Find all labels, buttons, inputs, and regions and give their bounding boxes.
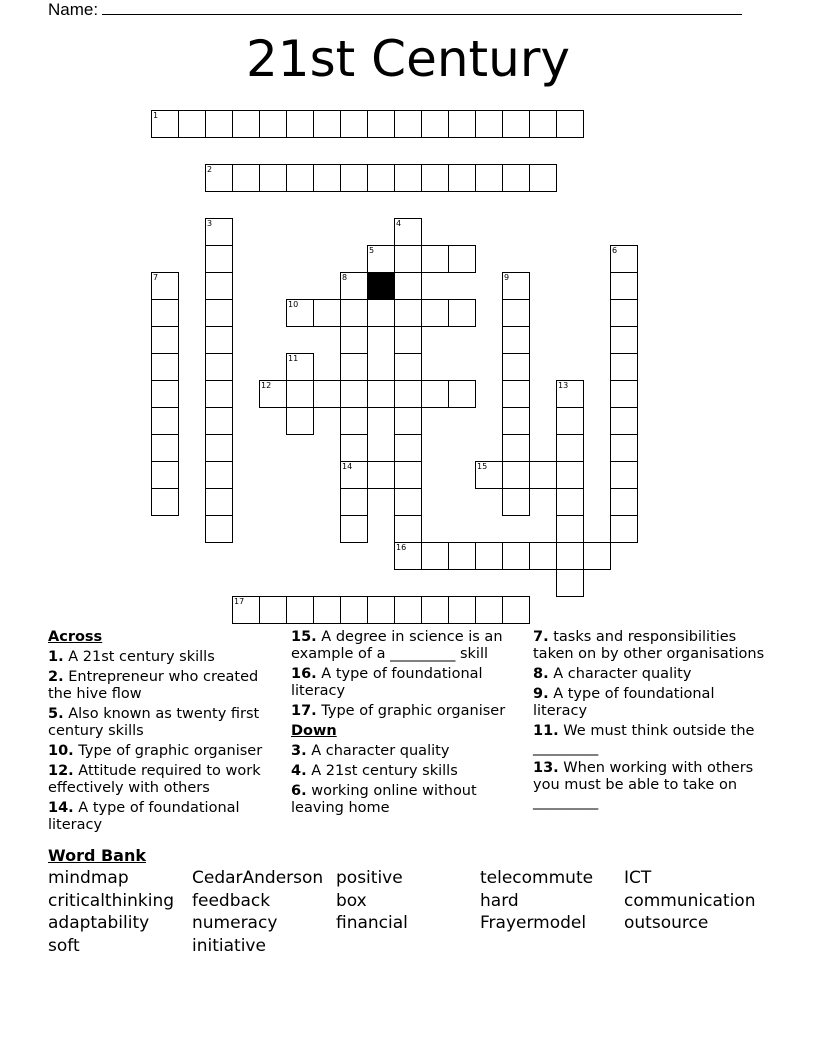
- crossword-cell[interactable]: [502, 596, 530, 624]
- crossword-cell[interactable]: [205, 434, 233, 462]
- crossword-cell[interactable]: [502, 461, 530, 489]
- crossword-cell[interactable]: [205, 299, 233, 327]
- cell-number: 3: [207, 219, 213, 228]
- crossword-cell[interactable]: [151, 434, 179, 462]
- crossword-cell[interactable]: [340, 326, 368, 354]
- crossword-cell[interactable]: [205, 515, 233, 543]
- crossword-cell[interactable]: [394, 596, 422, 624]
- crossword-cell[interactable]: [610, 380, 638, 408]
- crossword-cell[interactable]: [529, 542, 557, 570]
- crossword-black-cell: [367, 272, 395, 300]
- cell-number: 12: [261, 381, 272, 390]
- crossword-cell[interactable]: [556, 110, 584, 138]
- crossword-cell[interactable]: [259, 110, 287, 138]
- word-bank-title: Word Bank: [48, 846, 147, 865]
- crossword-cell[interactable]: [448, 299, 476, 327]
- crossword-cell[interactable]: [394, 326, 422, 354]
- crossword-cell[interactable]: [556, 488, 584, 516]
- crossword-cell[interactable]: [286, 110, 314, 138]
- crossword-cell[interactable]: [394, 218, 422, 246]
- crossword-cell[interactable]: [448, 596, 476, 624]
- crossword-cell[interactable]: [259, 380, 287, 408]
- crossword-cell[interactable]: [610, 434, 638, 462]
- crossword-cell[interactable]: [367, 245, 395, 273]
- crossword-cell[interactable]: [556, 515, 584, 543]
- clue-number: 9.: [533, 686, 549, 702]
- cell-number: 10: [288, 300, 299, 309]
- word-bank-word: outsource: [624, 913, 709, 934]
- clue-number: 8.: [533, 666, 549, 682]
- clue-text: A character quality: [311, 743, 450, 759]
- crossword-cell[interactable]: [475, 542, 503, 570]
- crossword-cell[interactable]: [610, 488, 638, 516]
- clue-text: A 21st century skills: [311, 763, 458, 779]
- word-bank-word: numeracy: [192, 913, 278, 934]
- clue-down-6: [291, 783, 519, 817]
- cell-number: 15: [477, 462, 488, 471]
- crossword-cell[interactable]: [502, 353, 530, 381]
- crossword-cell[interactable]: [556, 380, 584, 408]
- crossword-cell[interactable]: [367, 299, 395, 327]
- cell-number: 7: [153, 273, 159, 282]
- crossword-cell[interactable]: [205, 380, 233, 408]
- cell-number: 17: [234, 597, 245, 606]
- crossword-cell[interactable]: [232, 596, 260, 624]
- crossword-cell[interactable]: [151, 272, 179, 300]
- crossword-cell[interactable]: [610, 353, 638, 381]
- cell-number: 6: [612, 246, 618, 255]
- crossword-cell[interactable]: [151, 461, 179, 489]
- crossword-cell[interactable]: [502, 542, 530, 570]
- down-heading: Down: [291, 723, 337, 739]
- clue-number: 12.: [48, 763, 74, 779]
- word-bank-word: initiative: [192, 936, 266, 957]
- crossword-cell[interactable]: [340, 380, 368, 408]
- crossword-cell[interactable]: [340, 434, 368, 462]
- crossword-cell[interactable]: [394, 461, 422, 489]
- crossword-cell[interactable]: [151, 299, 179, 327]
- crossword-cell[interactable]: [610, 407, 638, 435]
- clue-column-1: [48, 629, 280, 837]
- crossword-cell[interactable]: [367, 596, 395, 624]
- clue-text: working online without leaving home: [291, 783, 477, 816]
- cell-number: 4: [396, 219, 402, 228]
- crossword-cell[interactable]: [367, 164, 395, 192]
- cell-number: 2: [207, 165, 213, 174]
- word-bank-word: telecommute: [480, 868, 594, 888]
- crossword-cell[interactable]: [259, 596, 287, 624]
- crossword-cell[interactable]: [394, 380, 422, 408]
- clue-text: When working with others you must be able to take on _________: [533, 760, 754, 810]
- crossword-cell[interactable]: [151, 488, 179, 516]
- clue-down-13: [533, 760, 768, 811]
- crossword-cell[interactable]: [421, 380, 449, 408]
- clue-across-14: [48, 800, 280, 834]
- clue-text: Attitude required to work effectively with others: [48, 763, 261, 796]
- crossword-cell[interactable]: [529, 164, 557, 192]
- crossword-cell[interactable]: [286, 299, 314, 327]
- clue-down-7: [533, 629, 768, 663]
- clue-across-10: [48, 743, 280, 760]
- clue-text: Type of graphic organiser: [321, 703, 506, 719]
- clue-text: A character quality: [553, 666, 692, 682]
- clue-number: 7.: [533, 629, 549, 645]
- crossword-cell[interactable]: [151, 353, 179, 381]
- crossword-cell[interactable]: [394, 245, 422, 273]
- cell-number: 8: [342, 273, 348, 282]
- crossword-cell[interactable]: [394, 515, 422, 543]
- crossword-cell[interactable]: [448, 245, 476, 273]
- crossword-cell[interactable]: [610, 515, 638, 543]
- clue-number: 5.: [48, 706, 64, 722]
- crossword-cell[interactable]: [286, 596, 314, 624]
- crossword-cell[interactable]: [475, 596, 503, 624]
- cell-number: 14: [342, 462, 353, 471]
- clue-across-5: [48, 706, 280, 740]
- crossword-cell[interactable]: [286, 407, 314, 435]
- crossword-cell[interactable]: [556, 569, 584, 597]
- crossword-cell[interactable]: [610, 245, 638, 273]
- word-bank-word: box: [336, 890, 367, 911]
- crossword-cell[interactable]: [475, 164, 503, 192]
- crossword-cell[interactable]: [313, 164, 341, 192]
- word-bank-word: criticalthinking: [48, 890, 175, 911]
- crossword-cell[interactable]: [313, 380, 341, 408]
- crossword-cell[interactable]: [502, 380, 530, 408]
- crossword-cell[interactable]: [556, 461, 584, 489]
- clue-across-16: [291, 666, 519, 700]
- word-bank-word: CedarAnderson: [192, 868, 324, 888]
- crossword-cell[interactable]: [556, 434, 584, 462]
- clue-text: Type of graphic organiser: [78, 743, 263, 759]
- crossword-cell[interactable]: [502, 326, 530, 354]
- crossword-cell[interactable]: [151, 110, 179, 138]
- clue-text: tasks and responsibilities taken on by other organisations: [533, 629, 765, 662]
- clue-number: 6.: [291, 783, 307, 799]
- crossword-cell[interactable]: [205, 353, 233, 381]
- clue-number: 4.: [291, 763, 307, 779]
- clue-text: A type of foundational literacy: [48, 800, 240, 833]
- clue-number: 10.: [48, 743, 74, 759]
- word-bank-word: ICT: [624, 868, 652, 888]
- clue-across-17: [291, 703, 519, 720]
- word-bank-word: positive: [336, 868, 403, 888]
- crossword-cell[interactable]: [340, 515, 368, 543]
- crossword-cell[interactable]: [529, 110, 557, 138]
- word-bank-word: mindmap: [48, 868, 129, 888]
- cell-number: 16: [396, 543, 407, 552]
- across-heading: Across: [48, 629, 103, 645]
- crossword-cell[interactable]: [394, 299, 422, 327]
- crossword-cell[interactable]: [340, 461, 368, 489]
- crossword-cell[interactable]: [394, 434, 422, 462]
- clue-column-3: [533, 629, 768, 814]
- crossword-cell[interactable]: [205, 245, 233, 273]
- crossword-cell[interactable]: [367, 461, 395, 489]
- clue-down-3: [291, 743, 519, 760]
- word-bank-word: communication: [624, 890, 756, 911]
- cell-number: 13: [558, 381, 569, 390]
- crossword-cell[interactable]: [205, 164, 233, 192]
- cell-number: 9: [504, 273, 510, 282]
- crossword-cell[interactable]: [286, 353, 314, 381]
- clue-across-12: [48, 763, 280, 797]
- word-bank-word: feedback: [192, 890, 271, 911]
- crossword-cell[interactable]: [205, 461, 233, 489]
- crossword-cell[interactable]: [421, 299, 449, 327]
- clue-number: 15.: [291, 629, 317, 645]
- word-bank-word: financial: [336, 913, 408, 934]
- clue-number: 13.: [533, 760, 559, 776]
- crossword-cell[interactable]: [151, 380, 179, 408]
- crossword-cell[interactable]: [502, 434, 530, 462]
- crossword-cell[interactable]: [367, 380, 395, 408]
- crossword-cell[interactable]: [502, 164, 530, 192]
- crossword-cell[interactable]: [340, 407, 368, 435]
- crossword-cell[interactable]: [340, 353, 368, 381]
- clue-down-8: [533, 666, 768, 683]
- crossword-cell[interactable]: [340, 596, 368, 624]
- crossword-cell[interactable]: [205, 110, 233, 138]
- crossword-cell[interactable]: [205, 218, 233, 246]
- word-bank: [48, 867, 788, 958]
- word-bank-word: adaptability: [48, 913, 150, 934]
- crossword-cell[interactable]: [205, 407, 233, 435]
- crossword-cell[interactable]: [178, 110, 206, 138]
- clue-number: 16.: [291, 666, 317, 682]
- word-bank-word: soft: [48, 936, 80, 957]
- crossword-cell[interactable]: [421, 596, 449, 624]
- crossword-cell[interactable]: [340, 488, 368, 516]
- crossword-cell[interactable]: [502, 299, 530, 327]
- crossword-cell[interactable]: [502, 110, 530, 138]
- page-title: 21st Century: [246, 30, 570, 88]
- crossword-cell[interactable]: [394, 272, 422, 300]
- clue-number: 14.: [48, 800, 74, 816]
- clue-text: Entrepreneur who created the hive flow: [48, 669, 259, 702]
- crossword-cell[interactable]: [286, 380, 314, 408]
- crossword-cell[interactable]: [421, 542, 449, 570]
- clue-down-9: [533, 686, 768, 720]
- crossword-cell[interactable]: [421, 245, 449, 273]
- crossword-cell[interactable]: [610, 461, 638, 489]
- clue-number: 1.: [48, 649, 64, 665]
- crossword-cell[interactable]: [394, 164, 422, 192]
- word-bank-word: hard: [480, 890, 519, 911]
- clue-number: 2.: [48, 669, 64, 685]
- crossword-cell[interactable]: [394, 110, 422, 138]
- crossword-cell[interactable]: [367, 110, 395, 138]
- crossword-cell[interactable]: [556, 407, 584, 435]
- crossword-cell[interactable]: [394, 542, 422, 570]
- crossword-cell[interactable]: [502, 488, 530, 516]
- crossword-cell[interactable]: [610, 299, 638, 327]
- clue-across-15: [291, 629, 519, 663]
- crossword-cell[interactable]: [313, 299, 341, 327]
- crossword-cell[interactable]: [448, 542, 476, 570]
- clue-number: 11.: [533, 723, 559, 739]
- crossword-cell[interactable]: [448, 380, 476, 408]
- crossword-cell[interactable]: [259, 164, 287, 192]
- clue-text: A 21st century skills: [68, 649, 215, 665]
- crossword-cell[interactable]: [610, 272, 638, 300]
- crossword-cell[interactable]: [340, 164, 368, 192]
- clue-down-4: [291, 763, 519, 780]
- crossword-cell[interactable]: [448, 110, 476, 138]
- crossword-cell[interactable]: [340, 272, 368, 300]
- crossword-cell[interactable]: [205, 272, 233, 300]
- crossword-cell[interactable]: [556, 542, 584, 570]
- crossword-cell[interactable]: [610, 326, 638, 354]
- clue-number: 3.: [291, 743, 307, 759]
- crossword-cell[interactable]: [340, 110, 368, 138]
- crossword-cell[interactable]: [529, 461, 557, 489]
- crossword-cell[interactable]: [232, 110, 260, 138]
- crossword-cell[interactable]: [475, 110, 503, 138]
- clue-column-2: [291, 629, 519, 820]
- crossword-cell[interactable]: [502, 272, 530, 300]
- crossword-cell[interactable]: [313, 596, 341, 624]
- clue-text: A type of foundational literacy: [291, 666, 483, 699]
- clue-across-2: [48, 669, 280, 703]
- crossword-cell[interactable]: [475, 461, 503, 489]
- crossword-cell[interactable]: [583, 542, 611, 570]
- crossword-cell[interactable]: [394, 353, 422, 381]
- cell-number: 5: [369, 246, 375, 255]
- crossword-cell[interactable]: [394, 488, 422, 516]
- crossword-cell[interactable]: [205, 488, 233, 516]
- crossword-cell[interactable]: [313, 110, 341, 138]
- clue-number: 17.: [291, 703, 317, 719]
- crossword-cell[interactable]: [151, 326, 179, 354]
- crossword-cell[interactable]: [421, 110, 449, 138]
- crossword-cell[interactable]: [286, 164, 314, 192]
- crossword-cell[interactable]: [394, 407, 422, 435]
- crossword-cell[interactable]: [232, 164, 260, 192]
- crossword-cell[interactable]: [421, 164, 449, 192]
- clue-across-1: [48, 649, 280, 666]
- clue-text: A degree in science is an example of a _________ skill: [291, 629, 503, 662]
- crossword-cell[interactable]: [340, 299, 368, 327]
- word-bank-word: Frayermodel: [480, 913, 587, 934]
- clue-text: Also known as twenty first century skills: [48, 706, 260, 739]
- crossword-cell[interactable]: [502, 407, 530, 435]
- cell-number: 1: [153, 111, 159, 120]
- clue-text: We must think outside the _________: [533, 723, 755, 756]
- clue-down-11: [533, 723, 768, 757]
- crossword-cell[interactable]: [448, 164, 476, 192]
- crossword-cell[interactable]: [205, 326, 233, 354]
- cell-number: 11: [288, 354, 299, 363]
- clue-text: A type of foundational literacy: [533, 686, 715, 719]
- name-label: Name:: [48, 0, 99, 19]
- crossword-cell[interactable]: [151, 407, 179, 435]
